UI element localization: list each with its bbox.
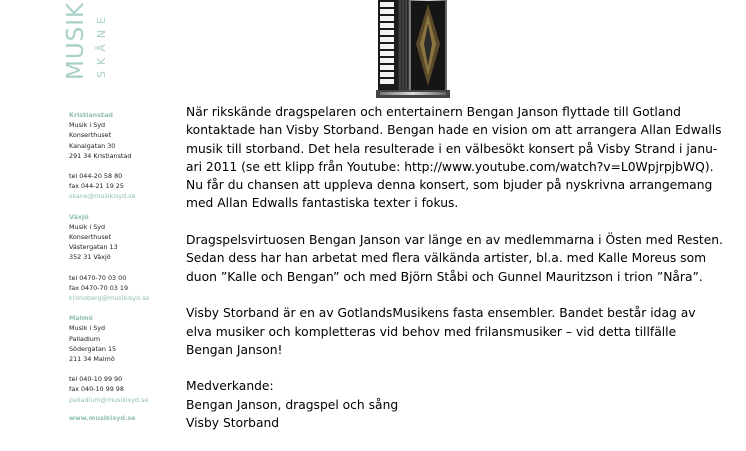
office-fax: fax 0470-70 03 19 [69,283,129,292]
office-tel: tel 044-20 58 80 [69,172,123,181]
office-email-link[interactable]: skane@musikisyd.se [69,192,136,201]
office-tel: tel 040-10 99 90 [69,375,123,384]
office-line: Södergatan 15 [69,344,117,353]
text-line: Visby Storband [186,416,280,431]
office-line: Palladium [69,334,101,343]
accordion-photo [372,0,454,98]
office-city: Malmö [69,314,93,323]
office-line: 352 31 Växjö [69,253,111,262]
office-fax: fax 040-10 99 98 [69,385,124,394]
office-malmo [69,313,177,405]
text-line: Nu får du chansen att uppleva denna konsert, som bjuder på nyskrivna arrangemang [186,178,713,193]
office-kristianstad [69,110,177,202]
article-body [186,103,726,451]
office-city: Växjö [69,212,89,221]
office-line: Musik i Syd [69,121,106,130]
text-line: När rikskände dragspelaren och entertainern Bengan Janson flyttade till Gotland [186,105,681,119]
text-line: med Allan Edwalls fantastiska texter i fokus. [186,196,459,211]
text-line: Visby Storband är en av GotlandsMusikens fasta ensembler. Bandet består idag av [186,306,696,321]
office-line: Musik i Syd [69,222,106,231]
office-fax: fax 044-21 19 25 [69,182,124,191]
office-line: Västergatan 13 [69,243,118,252]
text-line: Dragspelsvirtuosen Bengan Janson var länge en av medlemmarna i Östen med Resten. [186,233,723,248]
text-line: Sedan dess har han arbetat med flera välkända artister, bl.a. med Kalle Moreus som [186,251,707,266]
paragraph-intro [186,103,726,213]
text-line: Bengan Janson, dragspel och sång [186,397,399,412]
office-tel: tel 0470-70 03 00 [69,273,127,282]
text-line: elva musiker och kompletteras vid behov med frilansmusiker – vid detta tillfälle [186,324,677,339]
office-line: 211 34 Malmö [69,355,115,364]
office-line: Musik i Syd [69,324,106,333]
office-city: Kristianstad [69,111,113,119]
office-email-link[interactable]: palladium@musikisyd.se [69,395,149,404]
logo-subtitle: SKÅNE [95,11,108,78]
office-line: Konserthuset [69,131,112,140]
text-line: Bengan Janson! [186,342,283,357]
text-line: ari 2011 (se ett klipp från Youtube: http://www.youtube.com/watch?v=L0WpjrpjbWQ). [186,159,714,174]
text-line: kontaktade han Visby Storband. Bengan hade en vision om att arrangera Allan Edwalls [186,123,722,138]
text-line: Medverkande: [186,379,274,394]
office-line: Kanalgatan 30 [69,141,116,150]
office-line: Konserthuset [69,233,112,242]
text-line: musik till storband. Det hela resulterade i en välbesökt konsert på Visby Strand i janu- [186,141,718,156]
paragraph-band [186,304,726,359]
contact-sidebar [69,110,177,423]
paragraph-credits [186,377,726,432]
office-vaxjo [69,212,177,304]
logo-text: MUSIK [63,1,89,80]
text-line: duon ”Kalle och Bengan” och med Björn Ståbi och Gunnel Mauritzson i trion ”Nåra”. [186,269,703,284]
office-line: 291 34 Kristianstad [69,151,132,160]
office-email-link[interactable]: kronoberg@musikisyd.se [69,294,150,303]
website-link[interactable]: www.musikisyd.se [69,413,136,422]
paragraph-bio [186,231,726,286]
